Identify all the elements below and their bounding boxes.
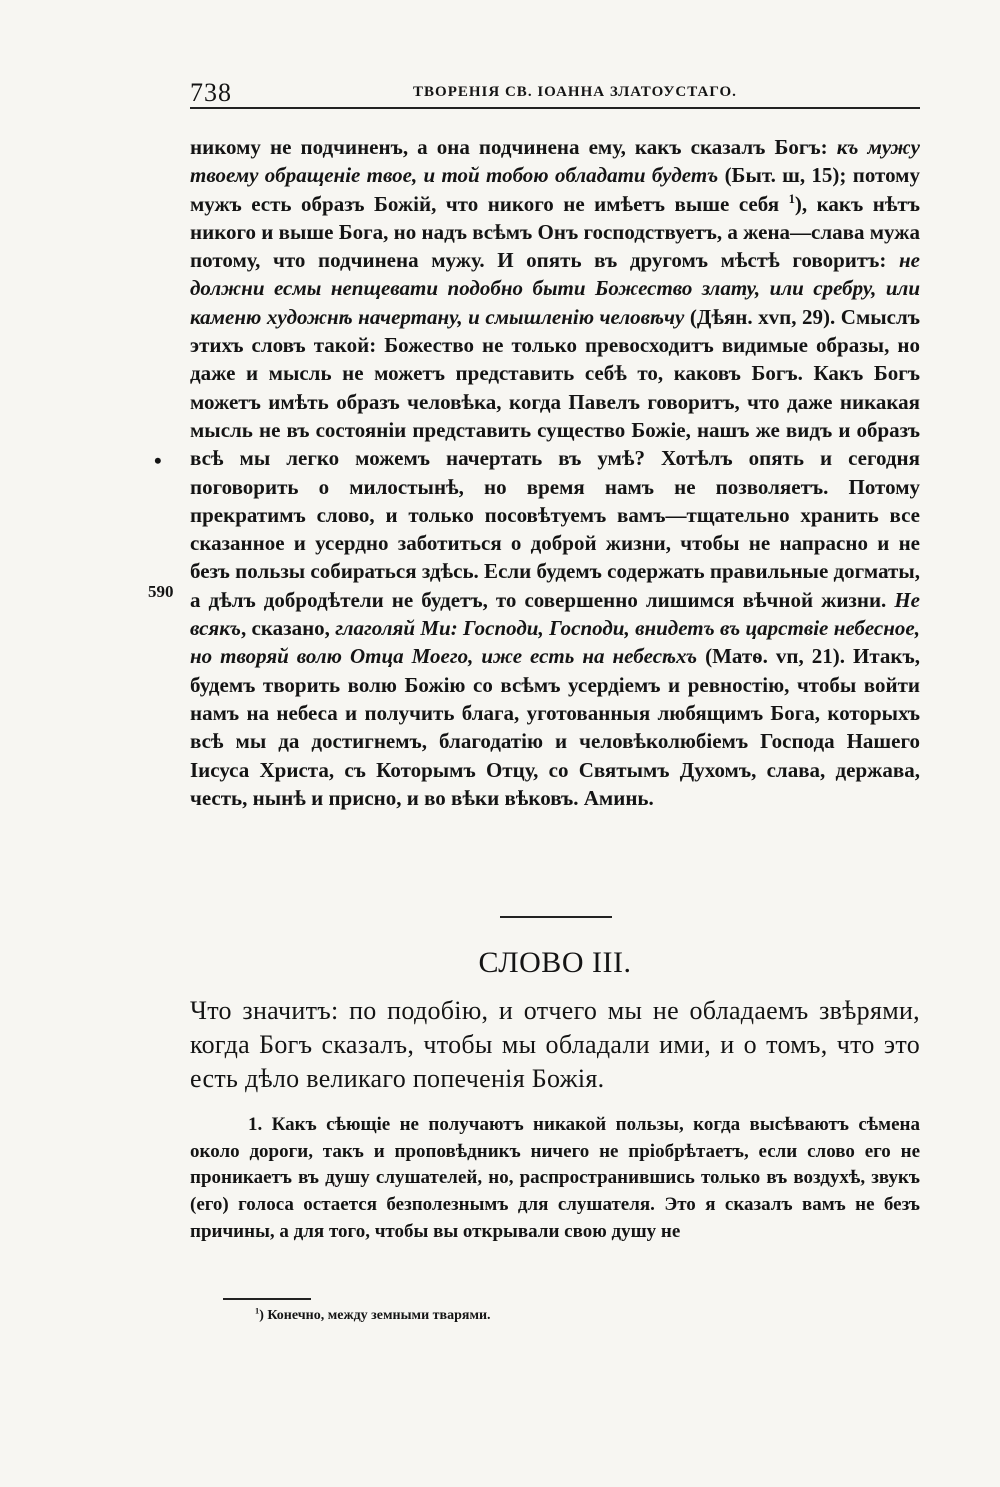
running-head: ТВОРЕНІЯ СВ. ІОАННА ЗЛАТОУСТАГО.	[413, 84, 737, 100]
scripture-quote: глаголяй Ми: Господи, Господи, внидетъ въ царствіе небесное, но творяй волю Отца Моего, иже есть на небесѣхъ	[190, 616, 920, 669]
scripture-quote: къ мужу твоему обращеніе твое, и той тобою обладати будетъ	[190, 135, 920, 188]
scripture-quote: Не всякъ	[190, 587, 920, 641]
section-divider	[500, 916, 612, 918]
margin-dot: •	[154, 448, 162, 473]
text-run: (Быт. ш, 15); потому мужъ есть образъ Божій, что никого не имѣетъ выше себя	[190, 163, 920, 216]
page-number: 738	[190, 78, 232, 107]
text-run: никому не подчиненъ, а она подчинена ему, какъ сказалъ Богъ:	[190, 135, 837, 159]
scripture-quote: не должни есмы непщевати подобно быти Божество злату, или сребру, или каменю художнѣ начертану, и смышленію человѣчу	[190, 248, 920, 329]
footnote-reference: 1	[788, 191, 795, 206]
text-run: (Матѳ. vп, 21). Итакъ, будемъ творить волю Божію со всѣмъ усердіемъ и ревностію, чтобы войти намъ на небеса и получить блага, уготованныя любящимъ Бога, которыхъ всѣ мы да достигнемъ, благодатію и человѣколюбіемъ Господа Нашего Іисуса Христа, съ Которымъ Отцу, со Святымъ Духомъ, слава, держава, честь, нынѣ и присно, и во вѣки вѣковъ. Аминь.	[190, 644, 920, 810]
footnote-rule	[223, 1298, 311, 1300]
sermon-heading: Что значитъ: по подобію, и отчего мы не обладаемъ звѣрями, когда Богъ сказалъ, чтобы мы обладали ими, и о томъ, что это есть дѣло великаго попеченія Божія.	[190, 996, 920, 1093]
section-paragraph: 1. Какъ сѣющіе не получаютъ никакой пользы, когда высѣваютъ сѣмена около дороги, такъ и проповѣдникъ ничего не пріобрѣтаетъ, если слово его не проникаетъ въ душу слушателей, но, распространившись только въ воздухѣ, звукъ (его) голоса остается безполезнымъ для слушателя. Это я сказалъ вамъ не безъ причины, а для того, чтобы вы открывали свою душу не	[190, 1114, 920, 1242]
text-run: , сказано,	[240, 616, 336, 641]
header-rule	[190, 107, 920, 109]
footnote	[255, 1308, 491, 1324]
body-paragraph	[190, 133, 920, 812]
footnote-text: ) Конечно, между земными тварями.	[259, 1308, 491, 1323]
footnote-mark: 1	[255, 1306, 260, 1316]
margin-line-number: 590	[148, 582, 174, 601]
section-title: СЛОВО III.	[478, 946, 632, 979]
text-run: ), какъ нѣтъ никого и выше Бога, но надъ всѣмъ Онъ господствуетъ, а жена—слава мужа потому, что подчинена мужу. И опять въ другомъ мѣстѣ говоритъ:	[190, 191, 920, 273]
page-header	[190, 78, 920, 106]
text-run: (Дѣян. хvп, 29). Смыслъ этихъ словъ такой: Божество не только превосходитъ видимые образы, но даже и мысль не можетъ представить себѣ то, каковъ Богъ. Какъ Богъ можетъ имѣть образъ человѣка, когда Павелъ говоритъ, что даже никакая мысль не въ состояніи представить существо Божіе, нашъ же видъ и образъ всѣ мы легко можемъ начертать въ умѣ? Хотѣлъ опять и сегодня поговорить о милостынѣ, но время намъ не позволяетъ. Потому прекратимъ слово, и только посовѣтуемъ вамъ—тщательно хранить все сказанное и усердно заботиться о доброй жизни, чтобы не напрасно и не безъ пользы собираться здѣсь. Если будемъ содержать правильные догматы, а дѣлъ добродѣтели не будетъ, то совершенно лишимся вѣчной жизни.	[190, 304, 920, 612]
